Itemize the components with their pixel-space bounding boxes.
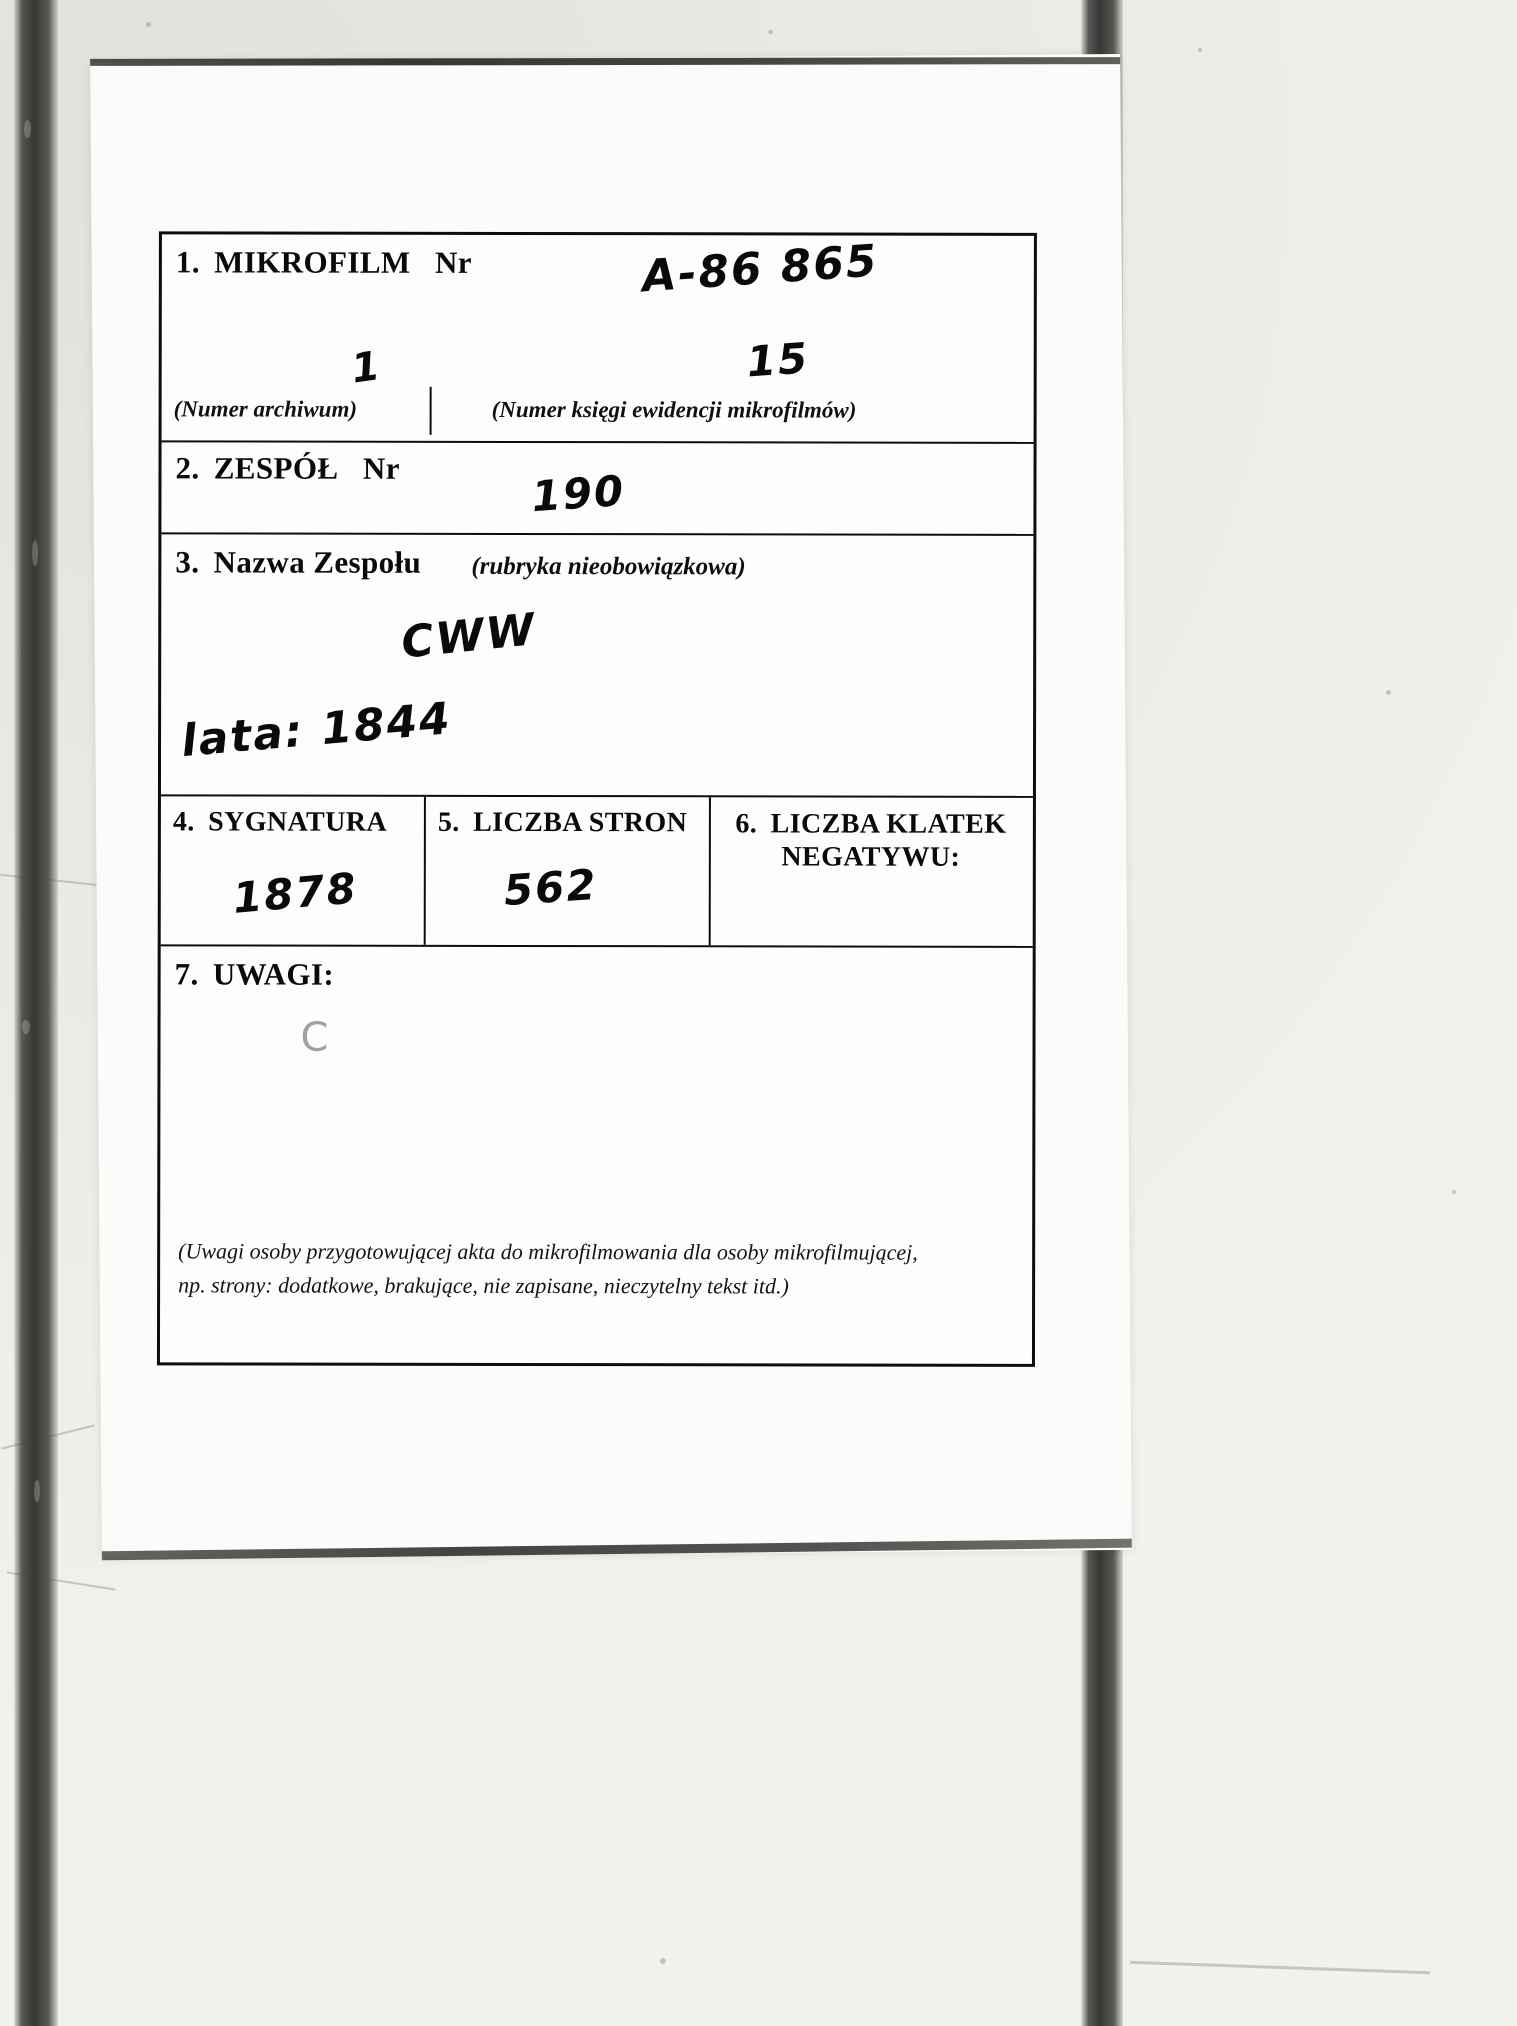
uwagi-footer-line1: (Uwagi osoby przygotowującej akta do mikrofilmowania dla osoby mikrofilmującej, <box>178 1238 918 1265</box>
form-row-columns <box>161 796 1033 948</box>
scan-speck <box>146 22 151 27</box>
zespol-handwritten-value: 190 <box>529 465 627 522</box>
column-liczba-stron <box>426 797 711 945</box>
form-row-zespol <box>161 442 1033 536</box>
liczba-stron-label <box>438 807 687 839</box>
nazwa-zespolu-handwritten-line2: lata: 1844 <box>179 693 454 768</box>
scan-speck <box>1386 690 1391 695</box>
sygnatura-number: 4. <box>172 806 195 838</box>
scan-speck <box>660 1958 666 1964</box>
register-number-handwritten: 15 <box>745 333 811 387</box>
sygnatura-handwritten-value: 1878 <box>230 863 360 923</box>
record-card-form <box>157 231 1037 1367</box>
sygnatura-label-text: SYGNATURA <box>208 806 388 838</box>
form-row-mikrofilm <box>162 234 1034 444</box>
nazwa-zespolu-handwritten-line1: CWW <box>398 604 539 669</box>
uwagi-footer-line2: np. strony: dodatkowe, brakujące, nie zapisane, nieczytelny tekst itd.) <box>178 1272 789 1299</box>
mikrofilm-label-text: MIKROFILM <box>214 244 411 280</box>
liczba-stron-number: 5. <box>437 806 460 838</box>
uwagi-handwritten-mark: C <box>300 1014 329 1061</box>
sygnatura-label <box>173 806 387 838</box>
zespol-number: 2. <box>175 450 200 486</box>
scan-speck <box>768 30 773 34</box>
mikrofilm-label <box>176 244 472 281</box>
uwagi-footer-note <box>178 1234 998 1304</box>
zespol-unit: Nr <box>362 450 400 486</box>
uwagi-label-text: UWAGI: <box>212 956 335 992</box>
uwagi-label <box>175 956 335 992</box>
archive-number-caption: (Numer archiwum) <box>173 396 358 422</box>
liczba-klatek-number: 6. <box>735 808 758 840</box>
liczba-klatek-label <box>721 807 1021 874</box>
form-row-uwagi <box>160 946 1033 1360</box>
mikrofilm-handwritten-value: A-86 865 <box>640 235 881 303</box>
uwagi-number: 7. <box>174 956 199 992</box>
mikrofilm-number: 1. <box>175 244 200 280</box>
archive-number-handwritten: 1 <box>348 342 385 393</box>
nazwa-zespolu-number: 3. <box>175 544 200 580</box>
nazwa-zespolu-label-text: Nazwa Zespołu <box>213 544 422 580</box>
scanner-shadow-band-left <box>14 0 58 2026</box>
zespol-label <box>175 450 399 486</box>
nazwa-zespolu-label <box>175 544 421 580</box>
paper-sheet <box>90 54 1132 1558</box>
sheet-top-edge-shadow <box>90 57 1120 66</box>
zespol-label-text: ZESPÓŁ <box>213 450 339 486</box>
caption-divider <box>430 387 432 435</box>
form-row-nazwa-zespolu <box>161 534 1033 798</box>
liczba-stron-handwritten-value: 562 <box>502 859 600 916</box>
mikrofilm-unit: Nr <box>435 244 473 280</box>
nazwa-zespolu-sublabel: (rubryka nieobowiązkowa) <box>471 552 746 581</box>
scan-speck <box>1198 48 1202 52</box>
scan-speck <box>1452 1190 1456 1194</box>
liczba-stron-label-text: LICZBA STRON <box>473 806 688 839</box>
liczba-klatek-label-text: LICZBA KLATEK NEGATYWU: <box>770 808 1007 873</box>
register-number-caption: (Numer księgi ewidencji mikrofilmów) <box>491 396 857 423</box>
column-sygnatura <box>161 796 426 944</box>
column-liczba-klatek <box>711 797 1033 946</box>
